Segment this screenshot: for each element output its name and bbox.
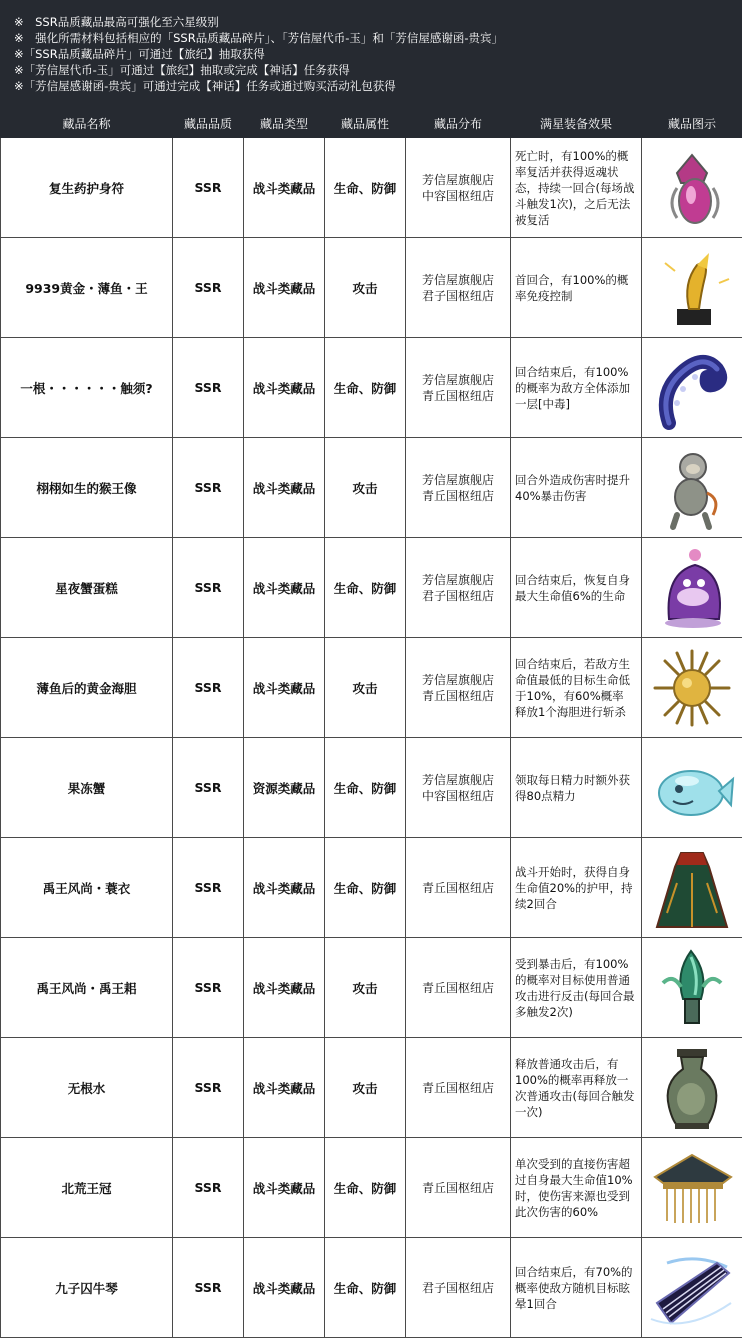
header-dist: 藏品分布 (406, 110, 511, 138)
tentacle-icon (647, 343, 737, 433)
item-quality: SSR (173, 738, 244, 838)
item-attr: 生命、防御 (325, 1138, 406, 1238)
item-type: 战斗类藏品 (244, 838, 325, 938)
dist-line: 青丘国枢纽店 (421, 1080, 494, 1095)
note-line: ※「芳信屋代币-玉」可通过【旅纪】抽取或完成【神话】任务获得 (14, 63, 350, 77)
item-dist (406, 938, 511, 1038)
item-effect: 首回合，有100%的概率免疫控制 (511, 238, 642, 338)
dist-line: 青丘国枢纽店 (421, 880, 494, 895)
jelly-fish-icon (647, 743, 737, 833)
item-name: 一根・・・・・・触须? (1, 338, 173, 438)
item-image (642, 138, 742, 238)
item-dist (406, 1238, 511, 1338)
item-effect: 回合结束后，有70%的概率使敌方随机目标眩晕1回合 (511, 1238, 642, 1338)
note-line: ※ 强化所需材料包括相应的「SSR品质藏品碎片」、「芳信屋代币-玉」和「芳信屋感谢函-贵宾」 (14, 31, 504, 45)
note-line: ※ SSR品质藏品最高可强化至六星级别 (14, 15, 219, 29)
item-dist (406, 1038, 511, 1138)
item-type: 战斗类藏品 (244, 1238, 325, 1338)
item-quality: SSR (173, 538, 244, 638)
item-attr: 生命、防御 (325, 338, 406, 438)
item-name: 星夜蟹蛋糕 (1, 538, 173, 638)
item-type: 战斗类藏品 (244, 538, 325, 638)
item-image (642, 1138, 742, 1238)
item-image (642, 438, 742, 538)
dist-line: 君子国枢纽店 (421, 1280, 494, 1295)
item-image (642, 538, 742, 638)
table-row (1, 1038, 742, 1138)
item-image (642, 838, 742, 938)
table-row (1, 238, 742, 338)
crown-icon (647, 1143, 737, 1233)
item-attr: 攻击 (325, 638, 406, 738)
item-type: 战斗类藏品 (244, 938, 325, 1038)
plow-blade-icon (647, 943, 737, 1033)
item-name: 北荒王冠 (1, 1138, 173, 1238)
item-name: 栩栩如生的猴王像 (1, 438, 173, 538)
item-quality: SSR (173, 338, 244, 438)
table-row (1, 538, 742, 638)
item-quality: SSR (173, 938, 244, 1038)
note-line: ※「SSR品质藏品碎片」可通过【旅纪】抽取获得 (14, 47, 265, 61)
dist-line: 君子国枢纽店 (421, 588, 494, 603)
item-type: 战斗类藏品 (244, 638, 325, 738)
table-row (1, 638, 742, 738)
item-image (642, 638, 742, 738)
collection-table (0, 109, 742, 1338)
item-name: 禹王风尚・禹王耜 (1, 938, 173, 1038)
dist-line: 青丘国枢纽店 (421, 1180, 494, 1195)
dist-line: 青丘国枢纽店 (421, 980, 494, 995)
item-image (642, 338, 742, 438)
item-type: 战斗类藏品 (244, 1138, 325, 1238)
header-attr: 藏品属性 (325, 110, 406, 138)
item-attr: 生命、防御 (325, 538, 406, 638)
item-type: 战斗类藏品 (244, 138, 325, 238)
table-row (1, 1138, 742, 1238)
item-quality: SSR (173, 138, 244, 238)
item-attr: 生命、防御 (325, 1238, 406, 1338)
item-quality: SSR (173, 438, 244, 538)
item-effect: 受到暴击后，有100%的概率对目标使用普通攻击进行反击(每回合最多触发2次) (511, 938, 642, 1038)
item-effect: 释放普通攻击后，有100%的概率再释放一次普通攻击(每回合触发一次) (511, 1038, 642, 1138)
item-type: 战斗类藏品 (244, 338, 325, 438)
item-attr: 攻击 (325, 438, 406, 538)
dist-line: 中容国枢纽店 (421, 788, 494, 803)
item-dist (406, 338, 511, 438)
item-type: 战斗类藏品 (244, 438, 325, 538)
table-row (1, 1238, 742, 1338)
item-quality: SSR (173, 1238, 244, 1338)
header-quality: 藏品品质 (173, 110, 244, 138)
dist-line: 青丘国枢纽店 (421, 688, 494, 703)
item-dist (406, 138, 511, 238)
item-type: 资源类藏品 (244, 738, 325, 838)
dist-line: 芳信屋旗舰店 (421, 672, 494, 687)
table-row (1, 838, 742, 938)
item-image (642, 1238, 742, 1338)
item-image (642, 938, 742, 1038)
table-header-row (1, 110, 742, 138)
item-effect: 回合结束后，若敌方生命值最低的目标生命低于10%，有60%概率释放1个海胆进行斩杀 (511, 638, 642, 738)
item-name: 果冻蟹 (1, 738, 173, 838)
zither-icon (647, 1243, 737, 1333)
item-dist (406, 838, 511, 938)
item-effect: 领取每日精力时额外获得80点精力 (511, 738, 642, 838)
header-effect: 满星装备效果 (511, 110, 642, 138)
header-image: 藏品图示 (642, 110, 742, 138)
item-name: 9939黄金・薄鱼・王 (1, 238, 173, 338)
dist-line: 芳信屋旗舰店 (421, 772, 494, 787)
item-effect: 战斗开始时，获得自身生命值20%的护甲，持续2回合 (511, 838, 642, 938)
monkey-statue-icon (647, 443, 737, 533)
table-row (1, 338, 742, 438)
header-name: 藏品名称 (1, 110, 173, 138)
dist-line: 芳信屋旗舰店 (421, 172, 494, 187)
item-dist (406, 438, 511, 538)
item-effect: 回合结束后，有100%的概率为敌方全体添加一层[中毒] (511, 338, 642, 438)
item-name: 无根水 (1, 1038, 173, 1138)
header-type: 藏品类型 (244, 110, 325, 138)
item-name: 禹王风尚・蓑衣 (1, 838, 173, 938)
item-type: 战斗类藏品 (244, 1038, 325, 1138)
item-effect: 回合外造成伤害时提升40%暴击伤害 (511, 438, 642, 538)
notes-panel (0, 0, 742, 109)
dist-line: 中容国枢纽店 (421, 188, 494, 203)
item-quality: SSR (173, 238, 244, 338)
table-row (1, 438, 742, 538)
item-effect: 回合结束后，恢复自身最大生命值6%的生命 (511, 538, 642, 638)
item-attr: 攻击 (325, 938, 406, 1038)
table-row (1, 938, 742, 1038)
table-row (1, 138, 742, 238)
item-image (642, 238, 742, 338)
straw-cloak-icon (647, 843, 737, 933)
item-image (642, 1038, 742, 1138)
item-name: 九子囚牛琴 (1, 1238, 173, 1338)
item-type: 战斗类藏品 (244, 238, 325, 338)
item-quality: SSR (173, 838, 244, 938)
item-dist (406, 1138, 511, 1238)
dist-line: 芳信屋旗舰店 (421, 272, 494, 287)
item-name: 薄鱼后的黄金海胆 (1, 638, 173, 738)
dist-line: 芳信屋旗舰店 (421, 372, 494, 387)
golden-fish-trophy-icon (647, 243, 737, 333)
item-attr: 生命、防御 (325, 838, 406, 938)
dist-line: 芳信屋旗舰店 (421, 472, 494, 487)
item-attr: 攻击 (325, 238, 406, 338)
item-effect: 单次受到的直接伤害超过自身最大生命值10%时，使伤害来源也受到此次伤害的60% (511, 1138, 642, 1238)
item-quality: SSR (173, 1038, 244, 1138)
item-attr: 生命、防御 (325, 138, 406, 238)
item-dist (406, 538, 511, 638)
item-dist (406, 738, 511, 838)
sea-urchin-icon (647, 643, 737, 733)
item-dist (406, 638, 511, 738)
dist-line: 芳信屋旗舰店 (421, 572, 494, 587)
item-name: 复生药护身符 (1, 138, 173, 238)
crab-cake-icon (647, 543, 737, 633)
item-attr: 生命、防御 (325, 738, 406, 838)
amulet-icon (647, 143, 737, 233)
item-dist (406, 238, 511, 338)
table-row (1, 738, 742, 838)
item-attr: 攻击 (325, 1038, 406, 1138)
item-image (642, 738, 742, 838)
dist-line: 青丘国枢纽店 (421, 488, 494, 503)
item-effect: 死亡时，有100%的概率复活并获得返魂状态，持续一回合(每场战斗触发1次)，之后无法被复活 (511, 138, 642, 238)
item-quality: SSR (173, 638, 244, 738)
dist-line: 君子国枢纽店 (421, 288, 494, 303)
note-line: ※「芳信屋感谢函-贵宾」可通过完成【神话】任务或通过购买活动礼包获得 (14, 79, 396, 93)
dist-line: 青丘国枢纽店 (421, 388, 494, 403)
item-quality: SSR (173, 1138, 244, 1238)
bronze-vase-icon (647, 1043, 737, 1133)
